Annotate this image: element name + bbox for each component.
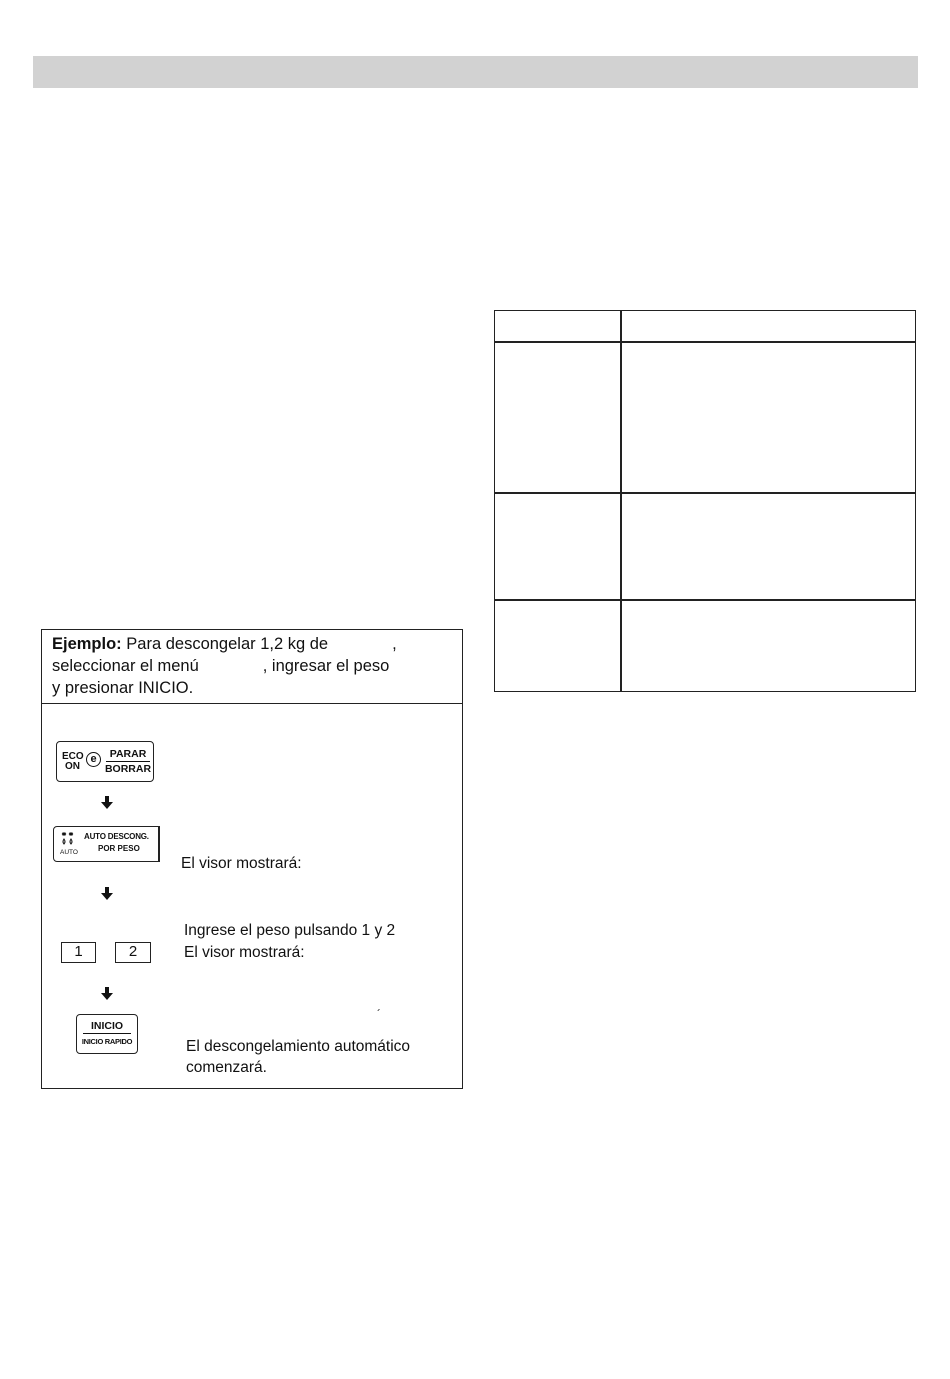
table-row-divider: [495, 341, 915, 343]
table-row-divider: [495, 492, 915, 494]
section-header-bar: [33, 56, 918, 88]
eco-label: ECO: [62, 751, 84, 762]
table-column-divider: [620, 311, 622, 691]
example-box: [41, 629, 463, 1089]
inicio-rapido-label: INICIO RAPIDO: [81, 1037, 133, 1046]
ingrese-text: Ingrese el peso pulsando 1 y 2: [184, 922, 396, 939]
inicio-key[interactable]: [76, 1014, 138, 1054]
example-line-3: [52, 677, 462, 699]
descong-text-2: comenzará.: [186, 1059, 267, 1076]
por-peso-label: POR PESO: [98, 844, 140, 853]
inicio-divider: [83, 1033, 131, 1034]
number-key-2-label: 2: [128, 943, 138, 960]
descong-text-1: El descongelamiento automático: [186, 1038, 411, 1055]
auto-descong-label: AUTO DESCONG.: [84, 832, 149, 841]
eco-symbol: e: [90, 753, 97, 765]
inicio-label: INICIO: [90, 1020, 124, 1032]
borrar-label: BORRAR: [104, 763, 152, 775]
key-divider: [106, 761, 150, 762]
example-label: Ejemplo:: [52, 635, 122, 653]
visor-text-2: El visor mostrará:: [184, 944, 305, 961]
auto-descong-key[interactable]: [53, 826, 160, 862]
on-label: ON: [65, 761, 80, 772]
example-line-2: [52, 655, 462, 677]
example-header: [42, 630, 462, 704]
example-text-2: seleccionar el menú: [52, 657, 199, 675]
visor-text-1: El visor mostrará:: [181, 855, 302, 872]
accent-mark: ´: [377, 1007, 381, 1021]
number-key-1[interactable]: [61, 942, 96, 963]
parar-label: PARAR: [109, 748, 147, 760]
eco-leaf-icon: [86, 752, 101, 767]
example-text-3: y presionar INICIO.: [52, 679, 194, 697]
example-text-1-end: ,: [392, 635, 397, 653]
auto-symbol-label: AUTO: [60, 849, 78, 856]
parar-borrar-key[interactable]: [56, 741, 154, 782]
table-row-divider: [495, 599, 915, 601]
number-key-2[interactable]: [115, 942, 151, 963]
example-text-1: Para descongelar 1,2 kg de: [126, 635, 329, 653]
example-text-2-end: , ingresar el peso: [262, 657, 390, 675]
empty-table: [494, 310, 916, 692]
number-key-1-label: 1: [74, 943, 83, 960]
example-line-1: [52, 633, 462, 655]
